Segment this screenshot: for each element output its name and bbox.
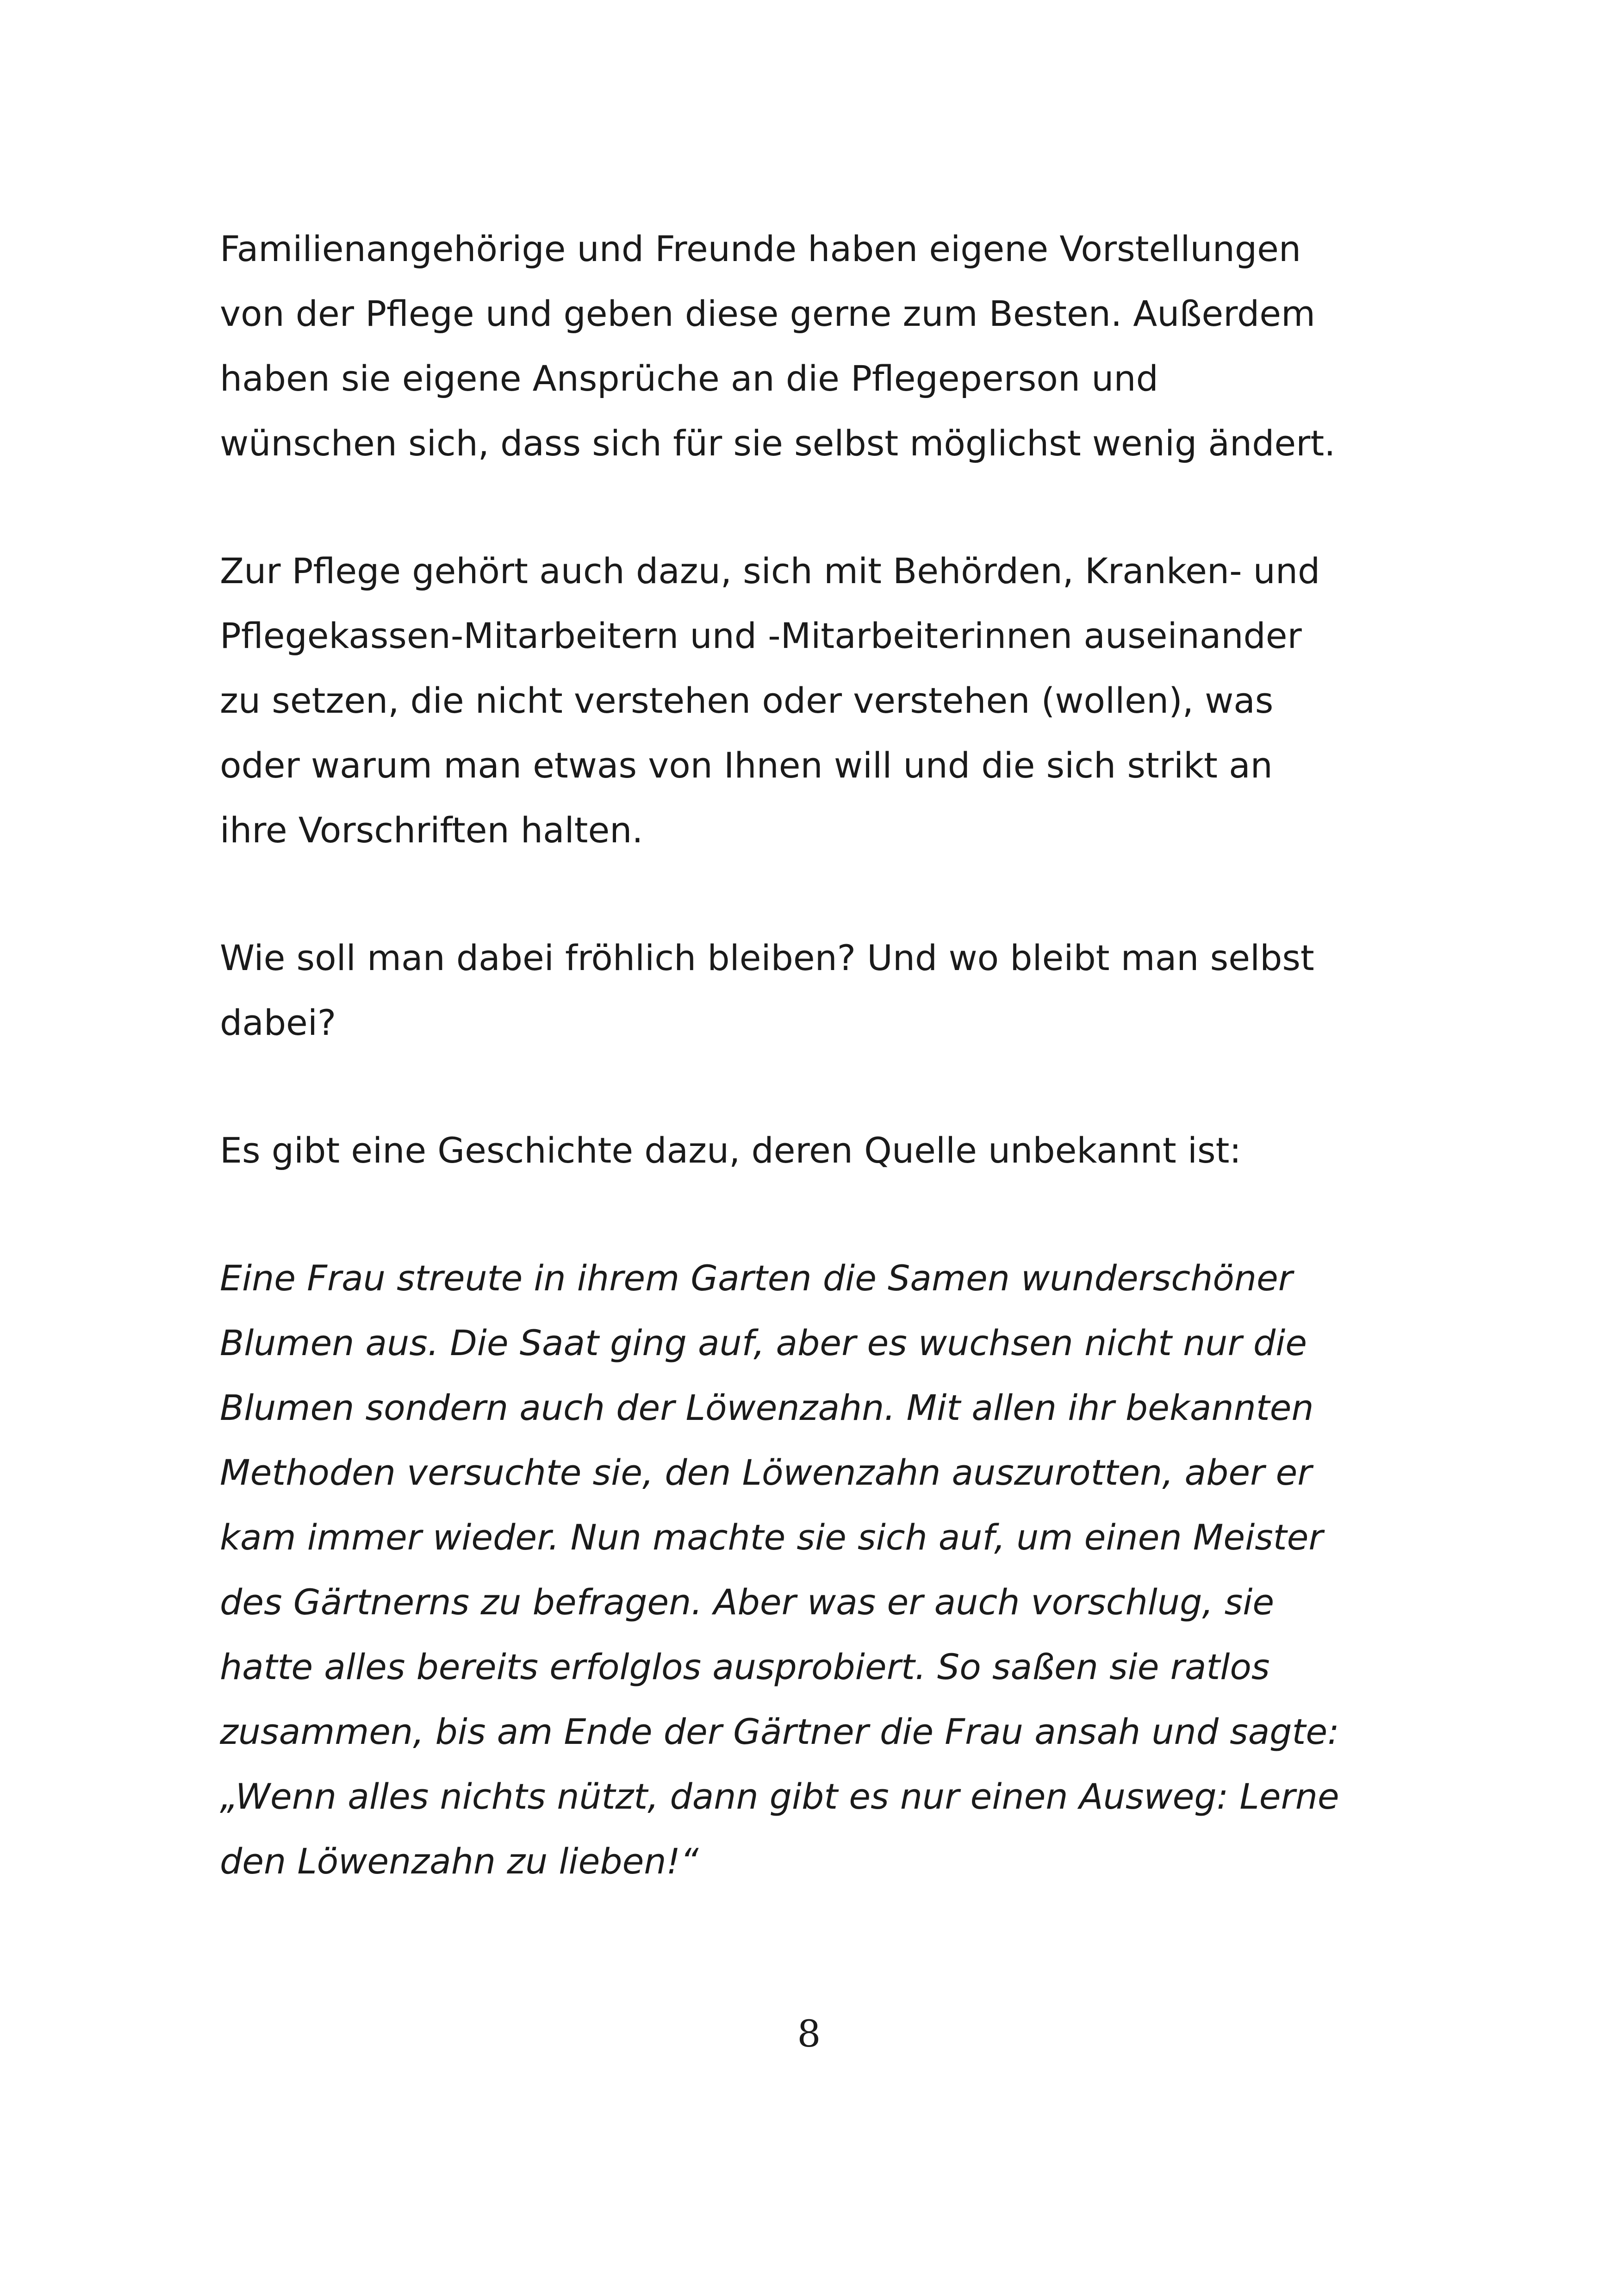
text-line: den Löwenzahn zu lieben!“ xyxy=(220,1841,699,1882)
page-number: 8 xyxy=(797,2012,821,2055)
text-line: haben sie eigene Ansprüche an die Pflegeperson und xyxy=(220,358,1158,399)
text-line: Eine Frau streute in ihrem Garten die Samen wunderschöner xyxy=(220,1257,1293,1299)
paragraph-authorities xyxy=(220,539,1423,863)
paragraph-story xyxy=(220,1246,1423,1894)
text-line: Blumen sondern auch der Löwenzahn. Mit allen ihr bekannten xyxy=(220,1387,1314,1428)
text-line: Zur Pflege gehört auch dazu, sich mit Behörden, Kranken- und xyxy=(220,550,1320,591)
text-line: Methoden versuchte sie, den Löwenzahn auszurotten, aber er xyxy=(220,1452,1312,1493)
paragraph-family-expectations xyxy=(220,217,1423,476)
text-line: oder warum man etwas von Ihnen will und die sich strikt an xyxy=(220,745,1273,786)
text-line: hatte alles bereits erfolglos ausprobiert. So saßen sie ratlos xyxy=(220,1646,1270,1687)
text-line: Pflegekassen-Mitarbeitern und -Mitarbeiterinnen auseinander xyxy=(220,615,1302,656)
paragraph-question xyxy=(220,926,1423,1055)
body-text xyxy=(220,217,1423,1894)
text-line: des Gärtnerns zu befragen. Aber was er auch vorschlug, sie xyxy=(220,1581,1275,1623)
text-line: Wie soll man dabei fröhlich bleiben? Und wo bleibt man selbst xyxy=(220,937,1314,978)
paragraph-story-intro xyxy=(220,1118,1423,1183)
text-line: Es gibt eine Geschichte dazu, deren Quelle unbekannt ist: xyxy=(220,1130,1242,1171)
text-line: „Wenn alles nichts nützt, dann gibt es nur einen Ausweg: Lerne xyxy=(220,1776,1339,1817)
text-line: ihre Vorschriften halten. xyxy=(220,809,643,851)
text-line: Familienangehörige und Freunde haben eigene Vorstellungen xyxy=(220,228,1301,269)
text-line: Blumen aus. Die Saat ging auf, aber es wuchsen nicht nur die xyxy=(220,1322,1307,1363)
text-line: zusammen, bis am Ende der Gärtner die Frau ansah und sagte: xyxy=(220,1711,1339,1752)
text-line: dabei? xyxy=(220,1002,336,1043)
text-line: kam immer wieder. Nun machte sie sich auf, um einen Meister xyxy=(220,1517,1323,1558)
text-line: von der Pflege und geben diese gerne zum Besten. Außerdem xyxy=(220,293,1316,334)
text-line: wünschen sich, dass sich für sie selbst möglichst wenig ändert. xyxy=(220,423,1336,464)
text-line: zu setzen, die nicht verstehen oder verstehen (wollen), was xyxy=(220,680,1274,721)
